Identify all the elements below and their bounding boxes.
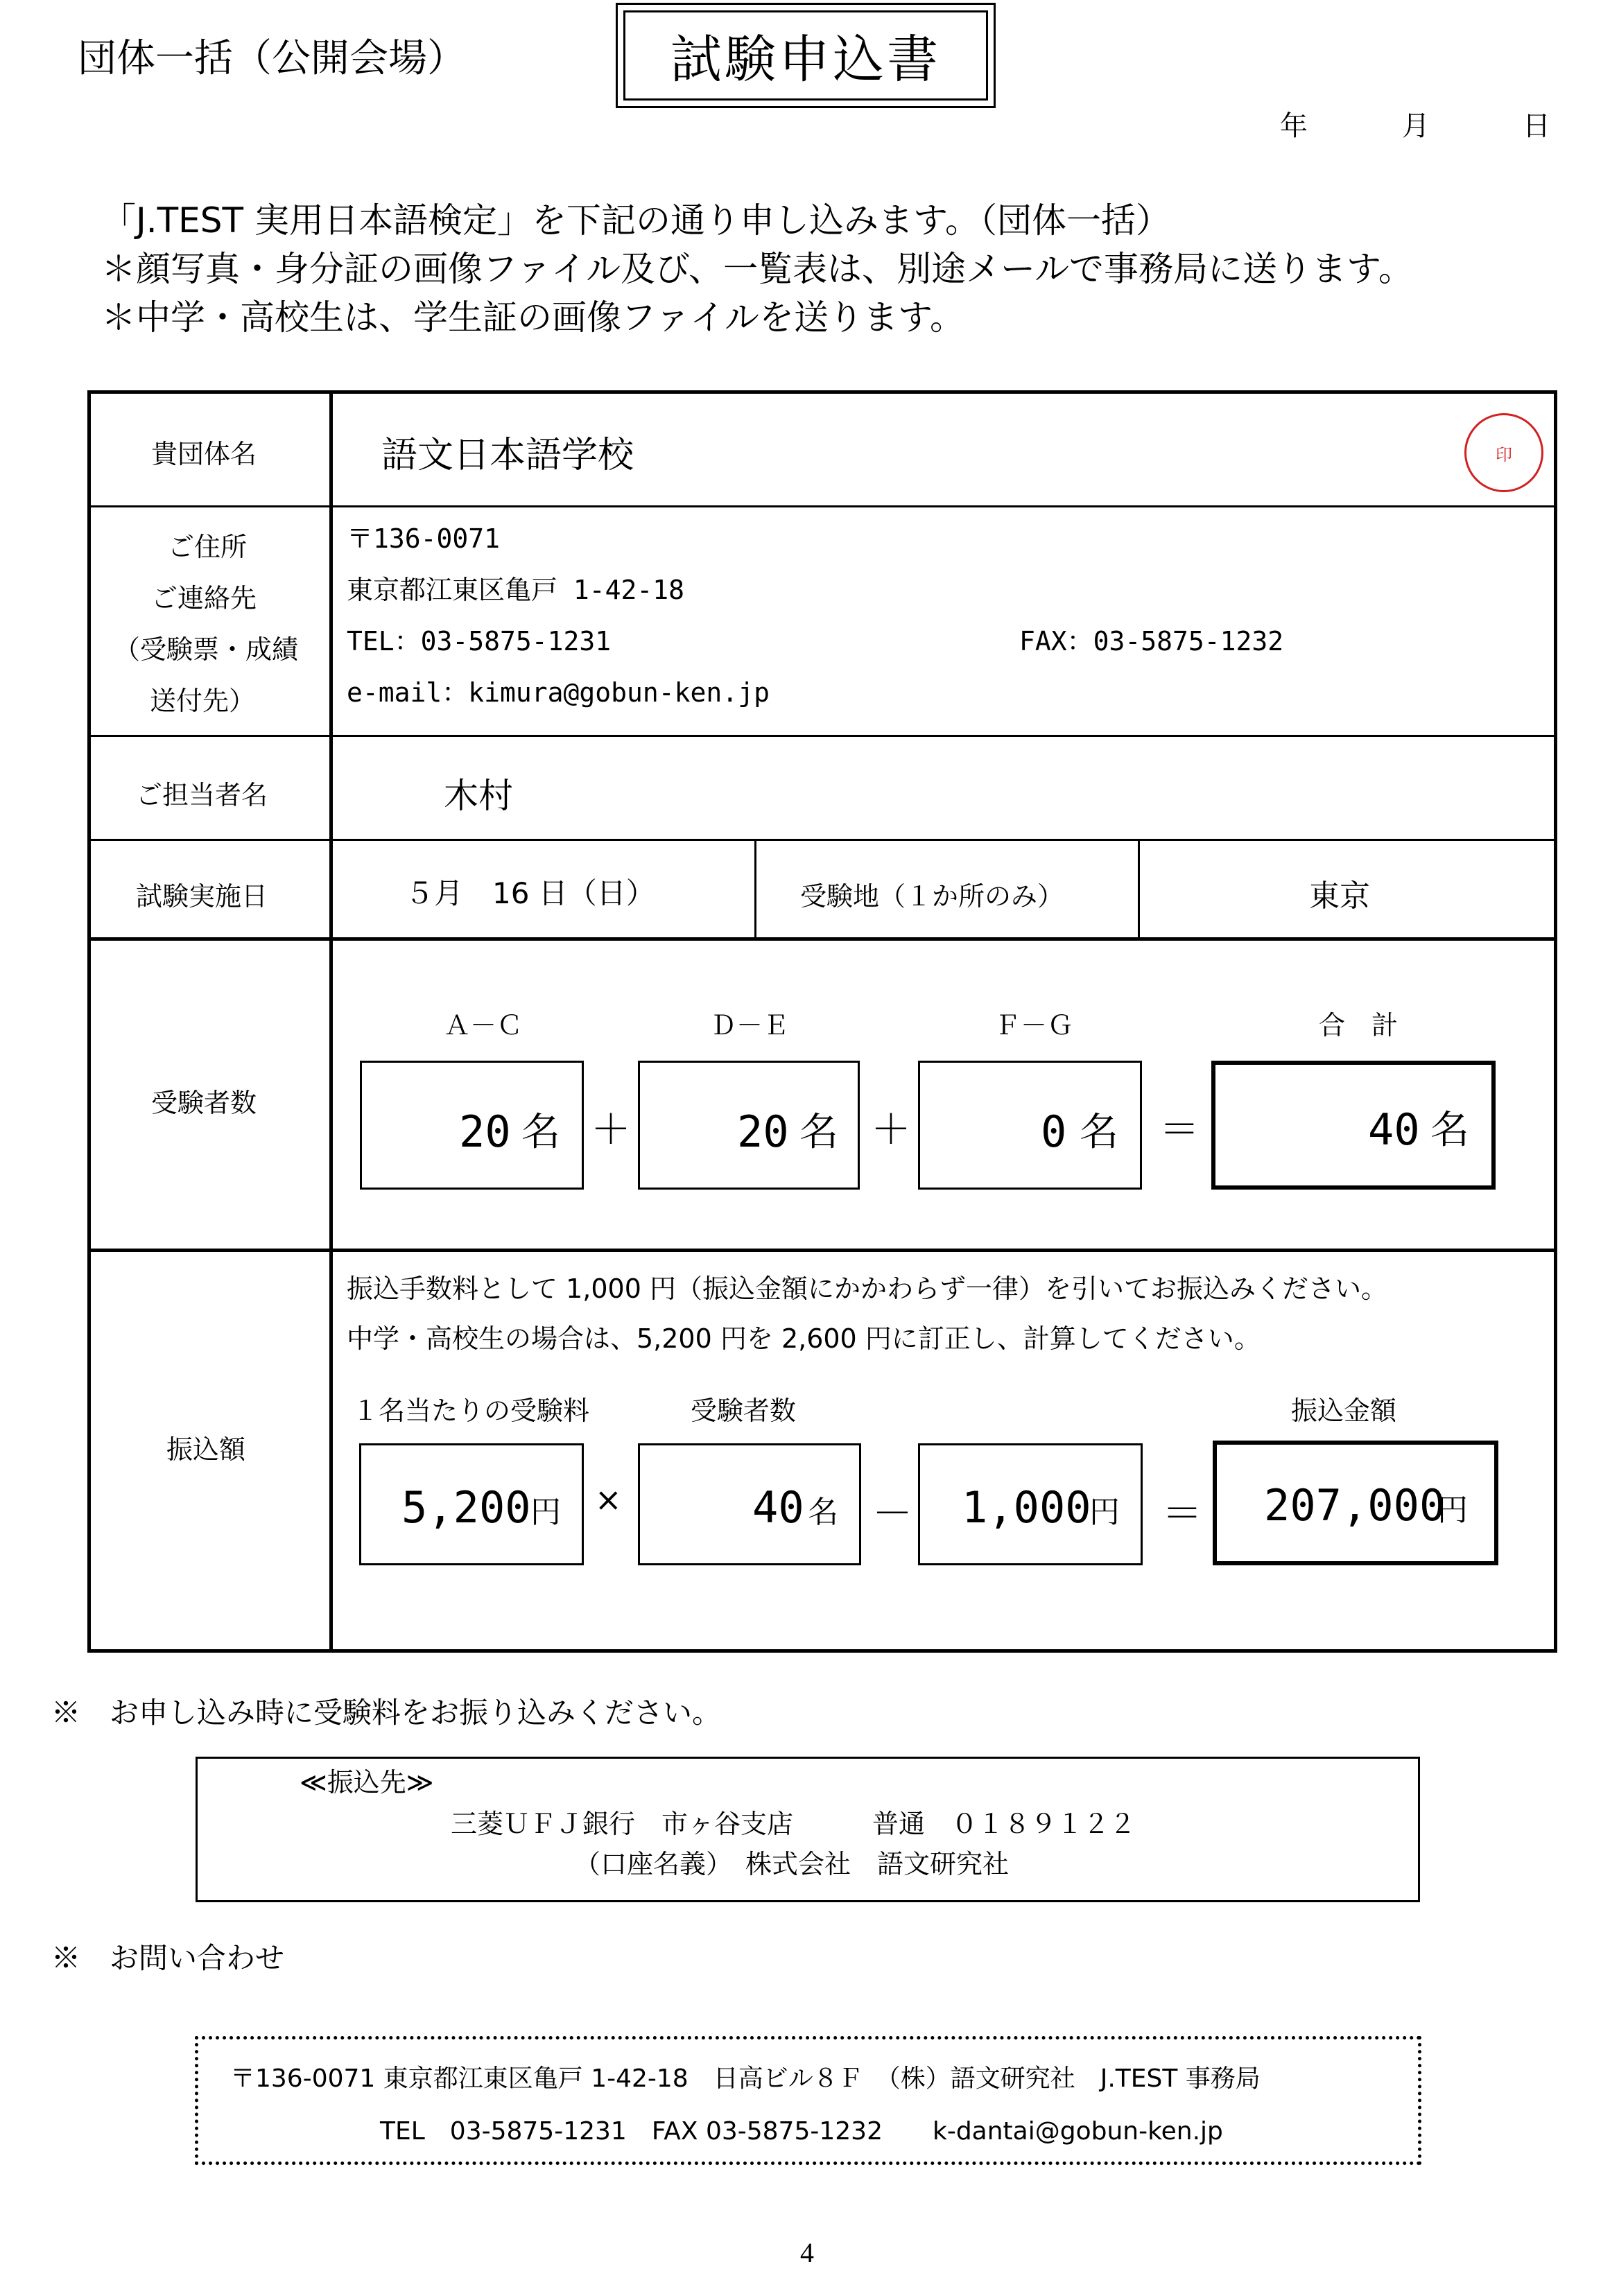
transfer-amount-unit: 円 bbox=[1437, 1493, 1468, 1528]
minus-sign: － bbox=[872, 1490, 913, 1537]
exam-location-value[interactable]: 東京 bbox=[1309, 878, 1370, 914]
tel-number[interactable]: TEL：03-5875-1231 bbox=[347, 626, 612, 656]
group-fg-unit: 名 bbox=[1080, 1110, 1118, 1155]
total-examinees-box[interactable] bbox=[1211, 1061, 1496, 1190]
contact-person-label: ご担当者名 bbox=[136, 780, 268, 810]
postal-code[interactable]: 〒136-0071 bbox=[347, 523, 501, 554]
date-location-divider-1 bbox=[754, 839, 756, 937]
email-address[interactable]: e-mail：kimura@gobun-ken.jp bbox=[347, 677, 770, 708]
seal-stamp-icon bbox=[1464, 413, 1543, 492]
group-ac-header: Ａ－Ｃ bbox=[444, 1010, 523, 1041]
examinees-label: 受験者数 bbox=[151, 1088, 257, 1118]
group-de-count-box[interactable] bbox=[638, 1061, 860, 1190]
row-divider-1 bbox=[87, 505, 1557, 507]
date-year-label: 年 bbox=[1280, 110, 1308, 142]
page-title: 試験申込書 bbox=[623, 10, 988, 101]
office-address-line: 〒136-0071 東京都江東区亀戸 1-42-18 日高ビル８Ｆ （株）語文研究社 J.TEST 事務局 bbox=[230, 2064, 1261, 2093]
exam-date-label: 試験実施日 bbox=[136, 881, 268, 912]
street-address[interactable]: 東京都江東区亀戸 1-42-18 bbox=[347, 575, 685, 605]
page-number: 4 bbox=[800, 2237, 814, 2268]
plus-sign-1: ＋ bbox=[591, 1106, 632, 1153]
fee-unit: 円 bbox=[530, 1495, 561, 1530]
payment-count-value: 40 bbox=[752, 1482, 804, 1533]
transfer-amount-box[interactable] bbox=[1213, 1441, 1498, 1565]
discount-box[interactable] bbox=[918, 1443, 1143, 1565]
address-label-3: （受験票・成績 bbox=[114, 634, 299, 665]
row-divider-2 bbox=[87, 735, 1557, 737]
discount-unit: 円 bbox=[1089, 1495, 1120, 1530]
group-ac-unit: 名 bbox=[521, 1110, 560, 1155]
row-divider-3 bbox=[87, 839, 1557, 841]
intro-line-3: ＊中学・高校生は、学生証の画像ファイルを送ります。 bbox=[101, 297, 964, 338]
address-label-4: 送付先） bbox=[150, 686, 256, 716]
payment-count-header: 受験者数 bbox=[691, 1395, 797, 1426]
address-label-2: ご連絡先 bbox=[151, 583, 257, 614]
total-examinees-header: 合 計 bbox=[1319, 1010, 1399, 1041]
bank-heading: ≪振込先≫ bbox=[300, 1767, 434, 1798]
contact-person-value[interactable]: 木村 bbox=[444, 776, 513, 816]
contact-notice: ※ お問い合わせ bbox=[51, 1943, 285, 1975]
title-frame bbox=[616, 3, 996, 108]
fee-per-person-value: 5,200 bbox=[401, 1482, 531, 1533]
group-ac-count-box[interactable] bbox=[360, 1061, 584, 1190]
total-examinees-count: 40 bbox=[1368, 1104, 1420, 1155]
form-category: 団体一括（公開会場） bbox=[78, 36, 466, 81]
fax-number[interactable]: FAX：03-5875-1232 bbox=[1019, 626, 1284, 656]
org-name-value[interactable]: 語文日本語学校 bbox=[381, 435, 634, 476]
intro-line-1: 「J.TEST 実用日本語検定」を下記の通り申し込みます。（団体一括） bbox=[101, 200, 1170, 241]
group-fg-count: 0 bbox=[1041, 1106, 1067, 1157]
bank-account-holder: （口座名義） 株式会社 語文研究社 bbox=[574, 1849, 1010, 1879]
exam-date-value[interactable]: ５月 16 日（日） bbox=[405, 876, 655, 910]
group-fg-header: Ｆ－Ｇ bbox=[994, 1010, 1074, 1041]
transfer-amount-header: 振込金額 bbox=[1291, 1395, 1397, 1426]
transfer-amount-value: 207,000 bbox=[1264, 1480, 1446, 1531]
intro-line-2: ＊顔写真・身分証の画像ファイル及び、一覧表は、別途メールで事務局に送ります。 bbox=[101, 249, 1413, 289]
plus-sign-2: ＋ bbox=[871, 1106, 912, 1153]
row-divider-5 bbox=[87, 1249, 1557, 1252]
group-ac-count: 20 bbox=[459, 1106, 511, 1157]
address-label-1: ご住所 bbox=[168, 532, 248, 562]
row-divider-4 bbox=[87, 937, 1557, 941]
payment-label: 振込額 bbox=[166, 1434, 246, 1465]
payment-notice: ※ お申し込み時に受験料をお振り込みください。 bbox=[51, 1698, 722, 1730]
fee-per-person-header: １名当たりの受験料 bbox=[352, 1395, 590, 1426]
group-de-header: Ｄ－Ｅ bbox=[710, 1010, 790, 1041]
group-de-unit: 名 bbox=[799, 1110, 838, 1155]
fee-per-person-box[interactable] bbox=[359, 1443, 584, 1565]
label-column-divider bbox=[329, 390, 333, 1653]
equals-sign-payment: ＝ bbox=[1162, 1490, 1203, 1537]
total-examinees-unit: 名 bbox=[1430, 1108, 1469, 1153]
office-phone-line: TEL 03-5875-1231 FAX 03-5875-1232 k-dantai@gobun-ken.jp bbox=[380, 2117, 1223, 2146]
bank-account-line: 三菱ＵＦＪ銀行 市ヶ谷支店 普通 ０１８９１２２ bbox=[451, 1809, 1136, 1839]
group-de-count: 20 bbox=[737, 1106, 789, 1157]
group-fg-count-box[interactable] bbox=[918, 1061, 1142, 1190]
payment-count-box[interactable] bbox=[638, 1443, 861, 1565]
payment-note-1: 振込手数料として 1,000 円（振込金額にかかわらず一律）を引いてお振込みください。 bbox=[347, 1273, 1387, 1304]
times-sign: × bbox=[595, 1481, 622, 1518]
date-day-label: 日 bbox=[1523, 110, 1550, 142]
payment-note-2: 中学・高校生の場合は、5,200 円を 2,600 円に訂正し、計算してください。 bbox=[347, 1323, 1261, 1354]
date-location-divider-2 bbox=[1138, 839, 1140, 937]
discount-value: 1,000 bbox=[962, 1482, 1091, 1533]
exam-location-label: 受験地（１か所のみ） bbox=[800, 881, 1064, 912]
org-name-label: 貴団体名 bbox=[151, 439, 257, 469]
date-month-label: 月 bbox=[1402, 110, 1430, 142]
payment-count-unit: 名 bbox=[808, 1495, 838, 1530]
stamp-label: 印 bbox=[1496, 444, 1512, 464]
equals-sign-examinees: ＝ bbox=[1159, 1106, 1200, 1153]
